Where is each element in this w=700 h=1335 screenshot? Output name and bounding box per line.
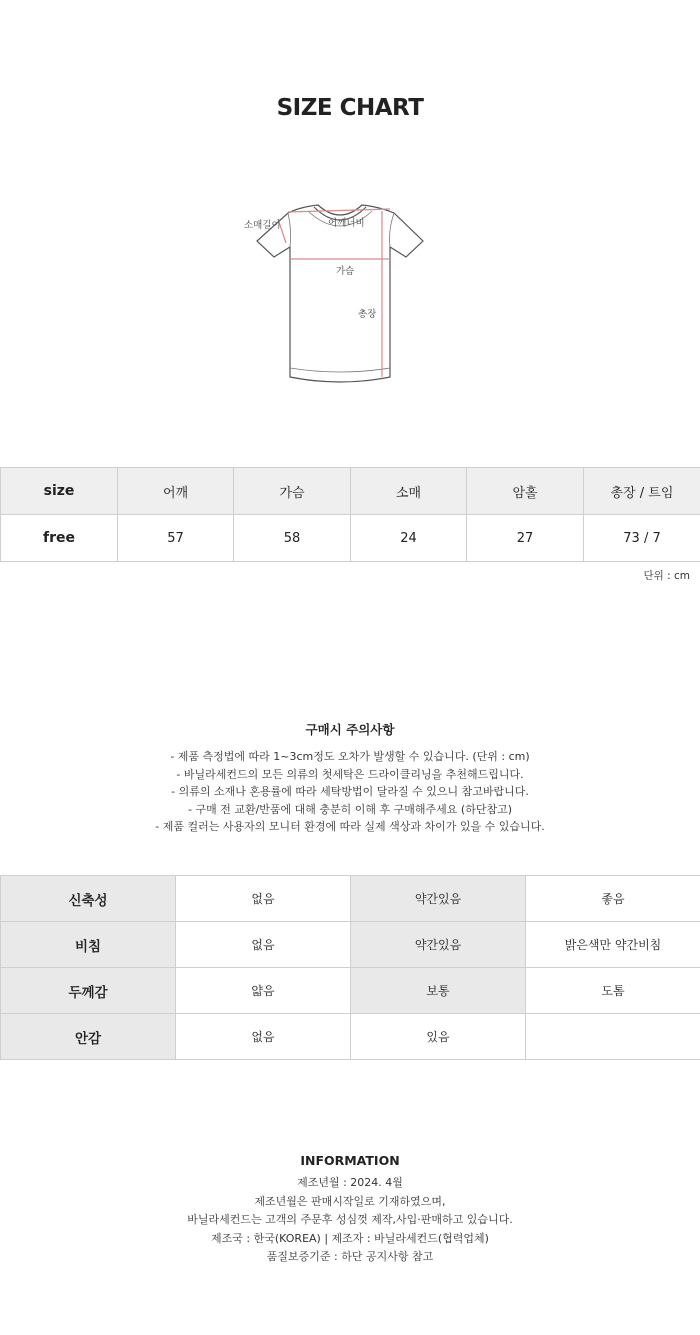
table-row [1, 1014, 700, 1060]
lining-option-cell: 있음 [351, 1014, 526, 1060]
table-row [1, 968, 700, 1014]
information-line: 제조년월은 판매시작일로 기재하였으며, [254, 1194, 446, 1208]
notice-line: - 구매 전 교환/반품에 대해 충분히 이해 후 구매해주세요 (하단참고) [187, 802, 512, 816]
stretch-option-cell: 좋음 [526, 876, 700, 922]
thickness-option-cell-selected: 보통 [351, 968, 526, 1014]
garment-diagram [230, 195, 450, 395]
fabric-table [0, 875, 700, 1060]
total-length-label: 총장 [358, 309, 377, 320]
thickness-option-cell: 도톰 [526, 968, 700, 1014]
length-slit-value-cell: 73 / 7 [584, 515, 700, 562]
size-header-cell: size [1, 468, 118, 515]
notice-line: - 제품 컬러는 사용자의 모니터 환경에 따라 실제 색상과 차이가 있을 수 있습니다. [155, 820, 545, 833]
length-slit-header-cell: 총장 / 트임 [584, 468, 700, 515]
page-title: SIZE CHART [276, 95, 424, 121]
sheerness-option-cell: 없음 [176, 922, 351, 968]
sheerness-label: 비침 [1, 922, 176, 968]
chest-value-cell: 58 [234, 515, 351, 562]
stretch-option-cell-selected: 약간있음 [351, 876, 526, 922]
shoulder-header-cell: 어깨 [118, 468, 234, 515]
armhole-value-cell: 27 [467, 515, 584, 562]
table-row [1, 515, 700, 562]
sheerness-option-cell-selected: 약간있음 [351, 922, 526, 968]
thickness-option-cell: 얇음 [176, 968, 351, 1014]
notice-line: - 제품 측정법에 따라 1~3cm정도 오차가 발생할 수 있습니다. (단위 : cm) [170, 750, 530, 763]
size-table [0, 467, 700, 562]
information-line: 제조국 : 한국(KOREA) | 제조자 : 바닐라세컨드(협력업체) [211, 1231, 489, 1245]
sleeve-length-label: 소매길이 [244, 220, 281, 231]
information-line: 품질보증기준 : 하단 공지사항 참고 [266, 1250, 434, 1263]
notice-line: - 바닐라세컨드의 모든 의류의 첫세탁은 드라이클리닝을 추천해드립니다. [176, 767, 524, 781]
size-table-header-row [1, 468, 700, 515]
information-line: 바닐라세컨드는 고객의 주문후 성심껏 제작,사입·판매하고 있습니다. [187, 1213, 513, 1226]
hem-line [290, 368, 390, 372]
information-section [0, 1153, 700, 1267]
table-row [1, 876, 700, 922]
chest-label: 가슴 [336, 266, 355, 277]
shoulder-width-label: 어깨너비 [328, 218, 365, 229]
stretch-option-cell: 없음 [176, 876, 351, 922]
sleeve-value-cell: 24 [351, 515, 467, 562]
shoulder-value-cell: 57 [118, 515, 234, 562]
armhole-header-cell: 암홀 [467, 468, 584, 515]
notice-line: - 의류의 소재나 혼용률에 따라 세탁방법이 달라질 수 있으니 참고바랍니다. [171, 785, 529, 798]
unit-note: 단위 : cm [643, 570, 690, 582]
right-armhole-seam [390, 213, 395, 247]
purchase-notice [0, 720, 700, 836]
shoulder-measure-line [288, 209, 390, 212]
thickness-label: 두께감 [1, 968, 176, 1014]
stretch-label: 신축성 [1, 876, 176, 922]
sleeve-header-cell: 소매 [351, 468, 467, 515]
lining-label: 안감 [1, 1014, 176, 1060]
lining-option-cell: 없음 [176, 1014, 351, 1060]
chest-header-cell: 가슴 [234, 468, 351, 515]
table-row [1, 922, 700, 968]
lining-option-cell-empty [526, 1014, 700, 1060]
left-armhole-seam [288, 213, 291, 247]
sheerness-option-cell: 밝은색만 약간비침 [526, 922, 700, 968]
size-value-cell: free [1, 515, 118, 562]
notice-title: 구매시 주의사항 [305, 722, 395, 737]
information-title: INFORMATION [300, 1153, 400, 1168]
information-line: 제조년월 : 2024. 4월 [297, 1176, 403, 1189]
